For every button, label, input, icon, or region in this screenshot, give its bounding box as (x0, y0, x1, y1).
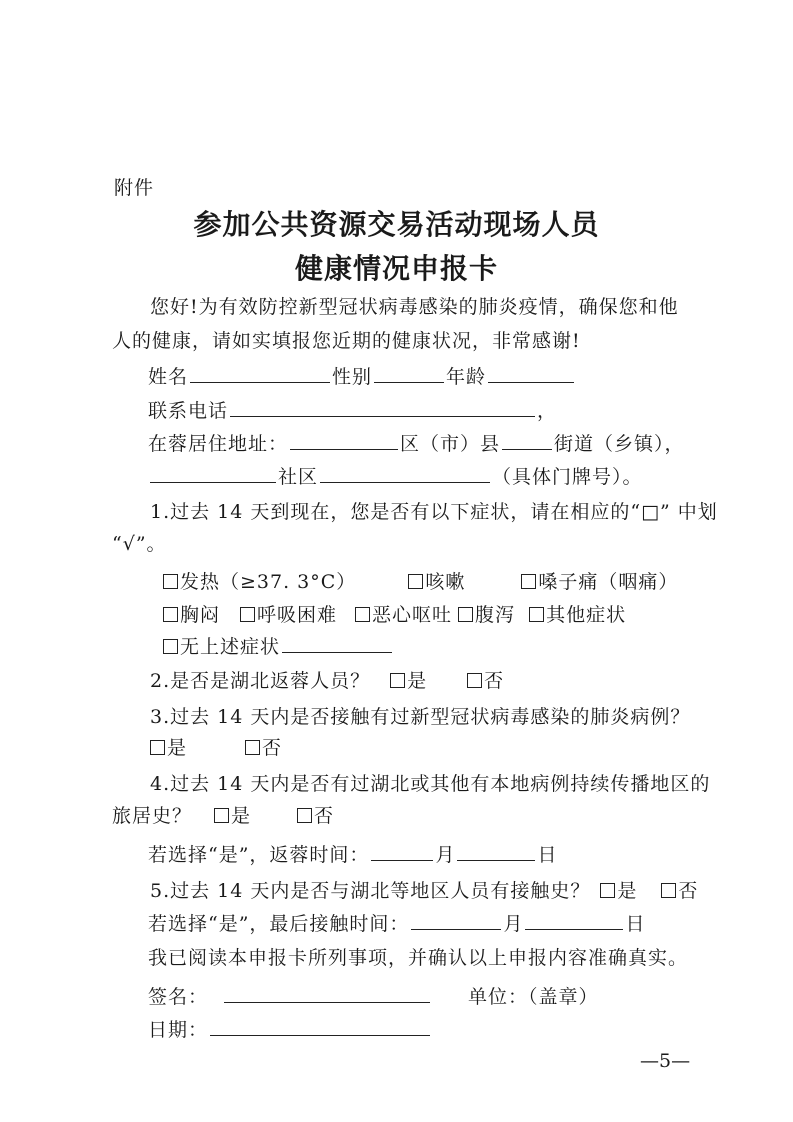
option-chest[interactable]: 胸闷 (163, 604, 220, 626)
checkbox-other[interactable] (529, 607, 544, 622)
phone-punct: ， (537, 400, 558, 422)
q2-yes-option[interactable]: 是 (390, 670, 427, 692)
q1-options-row-3 (163, 632, 394, 659)
option-cough[interactable]: 咳嗽 (408, 571, 465, 593)
address-label: 在蓉居住地址： (148, 433, 289, 455)
q5-followup-label: 若选择“是”，最后接触时间： (148, 913, 410, 935)
q3-options (150, 733, 282, 760)
checkbox-none[interactable] (163, 639, 178, 654)
q3-text: 3.过去 14 天内是否接触有过新型冠状病毒感染的肺炎病例？ (150, 706, 691, 728)
checkbox-q5-yes[interactable] (600, 883, 615, 898)
checkbox-cough[interactable] (408, 574, 423, 589)
option-none[interactable]: 无上述症状 (163, 636, 280, 658)
q4-followup-label: 若选择“是”，返蓉时间： (148, 844, 370, 866)
q5-yes-option[interactable]: 是 (600, 880, 637, 902)
checkbox-q3-no[interactable] (245, 740, 260, 755)
q5-row (150, 876, 698, 903)
page-number: —5— (640, 1050, 691, 1072)
declaration: 我已阅读本申报卡所列事项，并确认以上申报内容准确真实。 (148, 947, 689, 969)
street-label: 街道（乡镇）， (554, 433, 685, 455)
q5-month-field[interactable] (411, 911, 501, 930)
checkbox-chest[interactable] (163, 607, 178, 622)
age-label: 年龄 (446, 366, 487, 388)
signature-row (148, 982, 599, 1009)
option-other[interactable]: 其他症状 (529, 604, 626, 626)
q1-line-2: “√”。 (112, 533, 167, 555)
option-nausea[interactable]: 恶心呕吐 (355, 604, 452, 626)
q5-day-field[interactable] (525, 911, 623, 930)
q4-no-option[interactable]: 否 (297, 805, 334, 827)
checkbox-q2-no[interactable] (467, 673, 482, 688)
checkbox-q4-no[interactable] (297, 808, 312, 823)
q3-no-option[interactable]: 否 (245, 737, 282, 759)
checkbox-nausea[interactable] (355, 607, 370, 622)
q2-text: 2.是否是湖北返蓉人员？ (150, 670, 371, 692)
q4-line-2-row (112, 801, 334, 828)
gender-field[interactable] (374, 364, 444, 383)
unit-label: 单位：（盖章） (468, 986, 599, 1008)
checkbox-diarrhea[interactable] (458, 607, 473, 622)
community-field[interactable] (320, 464, 490, 483)
phone-label: 联系电话 (148, 400, 229, 422)
checkbox-q2-yes[interactable] (390, 673, 405, 688)
phone-row (148, 396, 557, 423)
option-fever[interactable]: 发热（≥37. 3°C） (163, 571, 356, 593)
district-field[interactable] (502, 431, 552, 450)
house-no-label: （具体门牌号）。 (492, 466, 643, 488)
address-field[interactable] (290, 431, 398, 450)
q4-day-field[interactable] (457, 842, 535, 861)
date-row (148, 1015, 432, 1042)
q4-month-label: 月 (435, 844, 456, 866)
q1-options-row-2 (163, 600, 626, 627)
date-field[interactable] (210, 1017, 430, 1036)
q3-yes-option[interactable]: 是 (150, 737, 187, 759)
q4-line-1: 4.过去 14 天内是否有过湖北或其他有本地病例持续传播地区的 (150, 773, 711, 795)
community-row (148, 462, 643, 489)
attachment-label: 附件 (114, 177, 155, 199)
checkbox-q3-yes[interactable] (150, 740, 165, 755)
page-subtitle: 健康情况申报卡 (294, 252, 498, 285)
q5-followup-row (148, 909, 645, 936)
page-title: 参加公共资源交易活动现场人员 (193, 208, 600, 241)
checkbox-throat[interactable] (521, 574, 536, 589)
address-row (148, 429, 685, 456)
q4-followup-row (148, 840, 557, 867)
option-diarrhea[interactable]: 腹泻 (458, 604, 515, 626)
gender-label: 性别 (332, 366, 373, 388)
community-label: 社区 (278, 466, 319, 488)
q5-text: 5.过去 14 天内是否与湖北等地区人员有接触史？ (150, 880, 591, 902)
q2-row (150, 666, 504, 693)
q5-month-label: 月 (503, 913, 524, 935)
sign-field[interactable] (224, 984, 430, 1003)
q1-options-row-1 (163, 567, 678, 594)
phone-field[interactable] (230, 398, 535, 417)
age-field[interactable] (488, 364, 574, 383)
q5-no-option[interactable]: 否 (661, 880, 698, 902)
name-field[interactable] (190, 364, 330, 383)
checkbox-breath[interactable] (240, 607, 255, 622)
date-label: 日期： (148, 1019, 209, 1041)
name-label: 姓名 (148, 366, 189, 388)
option-breath[interactable]: 呼吸困难 (240, 604, 337, 626)
q4-yes-option[interactable]: 是 (214, 805, 251, 827)
q4-day-label: 日 (537, 844, 558, 866)
district-label: 区（市）县 (400, 433, 501, 455)
sign-label: 签名： (148, 986, 209, 1008)
intro-line-1: 您好!为有效防控新型冠状病毒感染的肺炎疫情，确保您和他 (150, 296, 679, 318)
option-throat[interactable]: 嗓子痛（咽痛） (521, 571, 678, 593)
q4-line-2: 旅居史？ (112, 805, 193, 827)
street-field[interactable] (150, 464, 276, 483)
q2-no-option[interactable]: 否 (467, 670, 504, 692)
q4-month-field[interactable] (371, 842, 433, 861)
q5-day-label: 日 (625, 913, 646, 935)
intro-line-2: 人的健康，请如实填报您近期的健康状况，非常感谢! (112, 330, 581, 352)
personal-info-row (148, 362, 576, 389)
checkbox-fever[interactable] (163, 574, 178, 589)
checkbox-q5-no[interactable] (661, 883, 676, 898)
q1-line-1: 1.过去 14 天到现在，您是否有以下症状，请在相应的“□” 中划 (150, 501, 718, 523)
other-symptom-field[interactable] (282, 634, 392, 653)
checkbox-q4-yes[interactable] (214, 808, 229, 823)
